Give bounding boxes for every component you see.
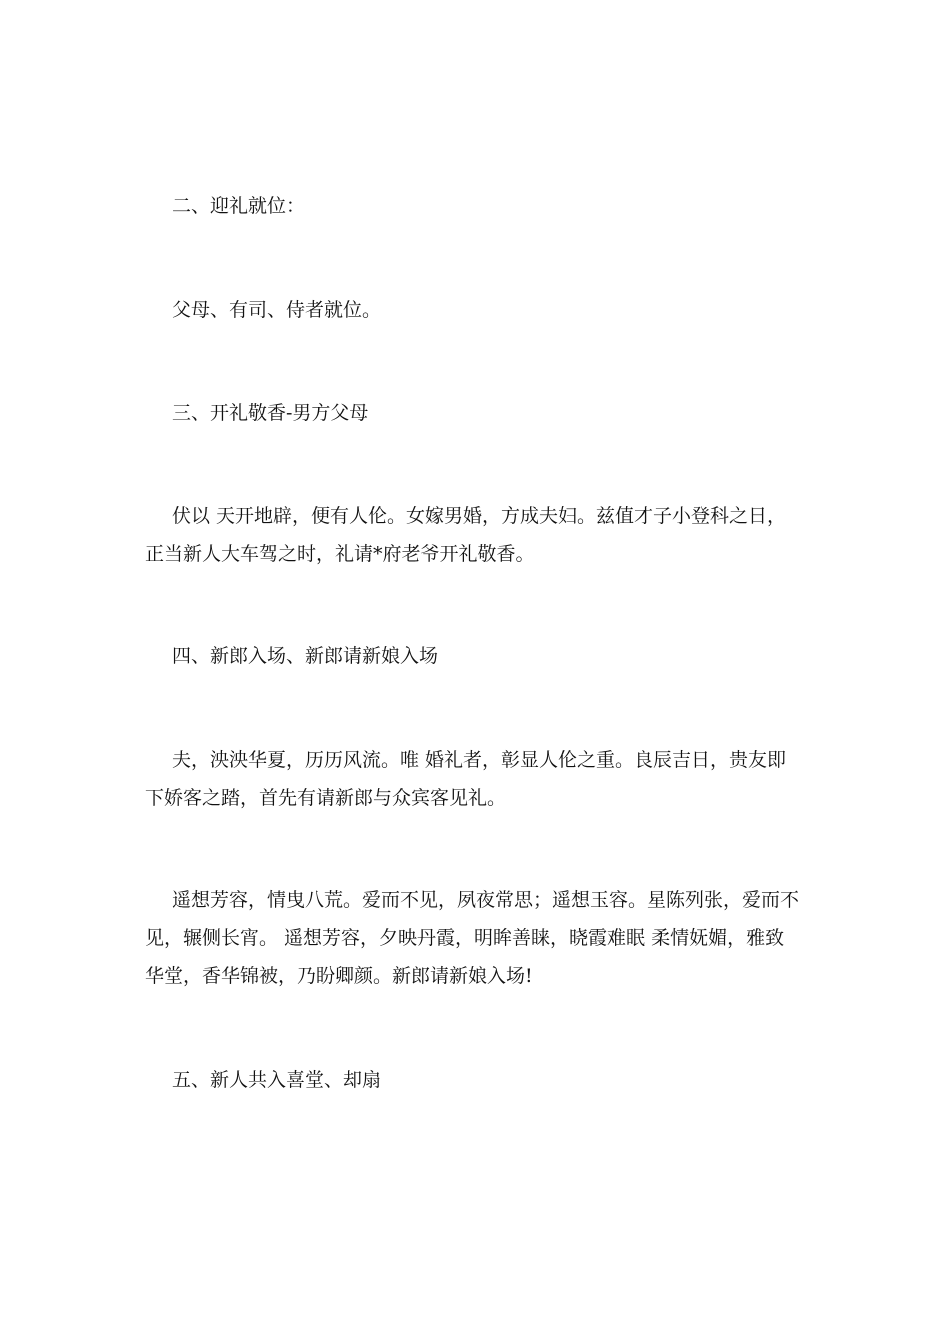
paragraph-line: 正当新人大车驾之时，礼请*府老爷开礼敬香。 — [145, 543, 535, 565]
section-heading-3: 三、开礼敬香-男方父母 — [172, 402, 369, 424]
paragraph-line: 伏以 天开地辟，便有人伦。女嫁男婚，方成夫妇。兹值才子小登科之日， — [172, 505, 787, 527]
paragraph-line: 夫，泱泱华夏，历历风流。唯 婚礼者，彰显人伦之重。良辰吉日，贵友即 — [172, 749, 787, 771]
section-heading-4: 四、新郎入场、新郎请新娘入场 — [172, 645, 439, 667]
section-heading-2: 二、迎礼就位： — [172, 195, 306, 217]
paragraph-line: 见，辗侧长宵。 遥想芳容，夕映丹霞，明眸善睐，晓霞难眠 柔情妩媚，雅致 — [145, 927, 785, 949]
paragraph-line: 遥想芳容，情曳八荒。爱而不见，夙夜常思；遥想玉容。星陈列张，爱而不 — [172, 889, 800, 911]
paragraph-line: 父母、有司、侍者就位。 — [172, 299, 382, 321]
paragraph-line: 华堂，香华锦被，乃盼卿颜。新郎请新娘入场! — [145, 965, 533, 987]
section-heading-5: 五、新人共入喜堂、却扇 — [172, 1069, 382, 1091]
paragraph-line: 下娇客之踏，首先有请新郎与众宾客见礼。 — [145, 787, 507, 809]
